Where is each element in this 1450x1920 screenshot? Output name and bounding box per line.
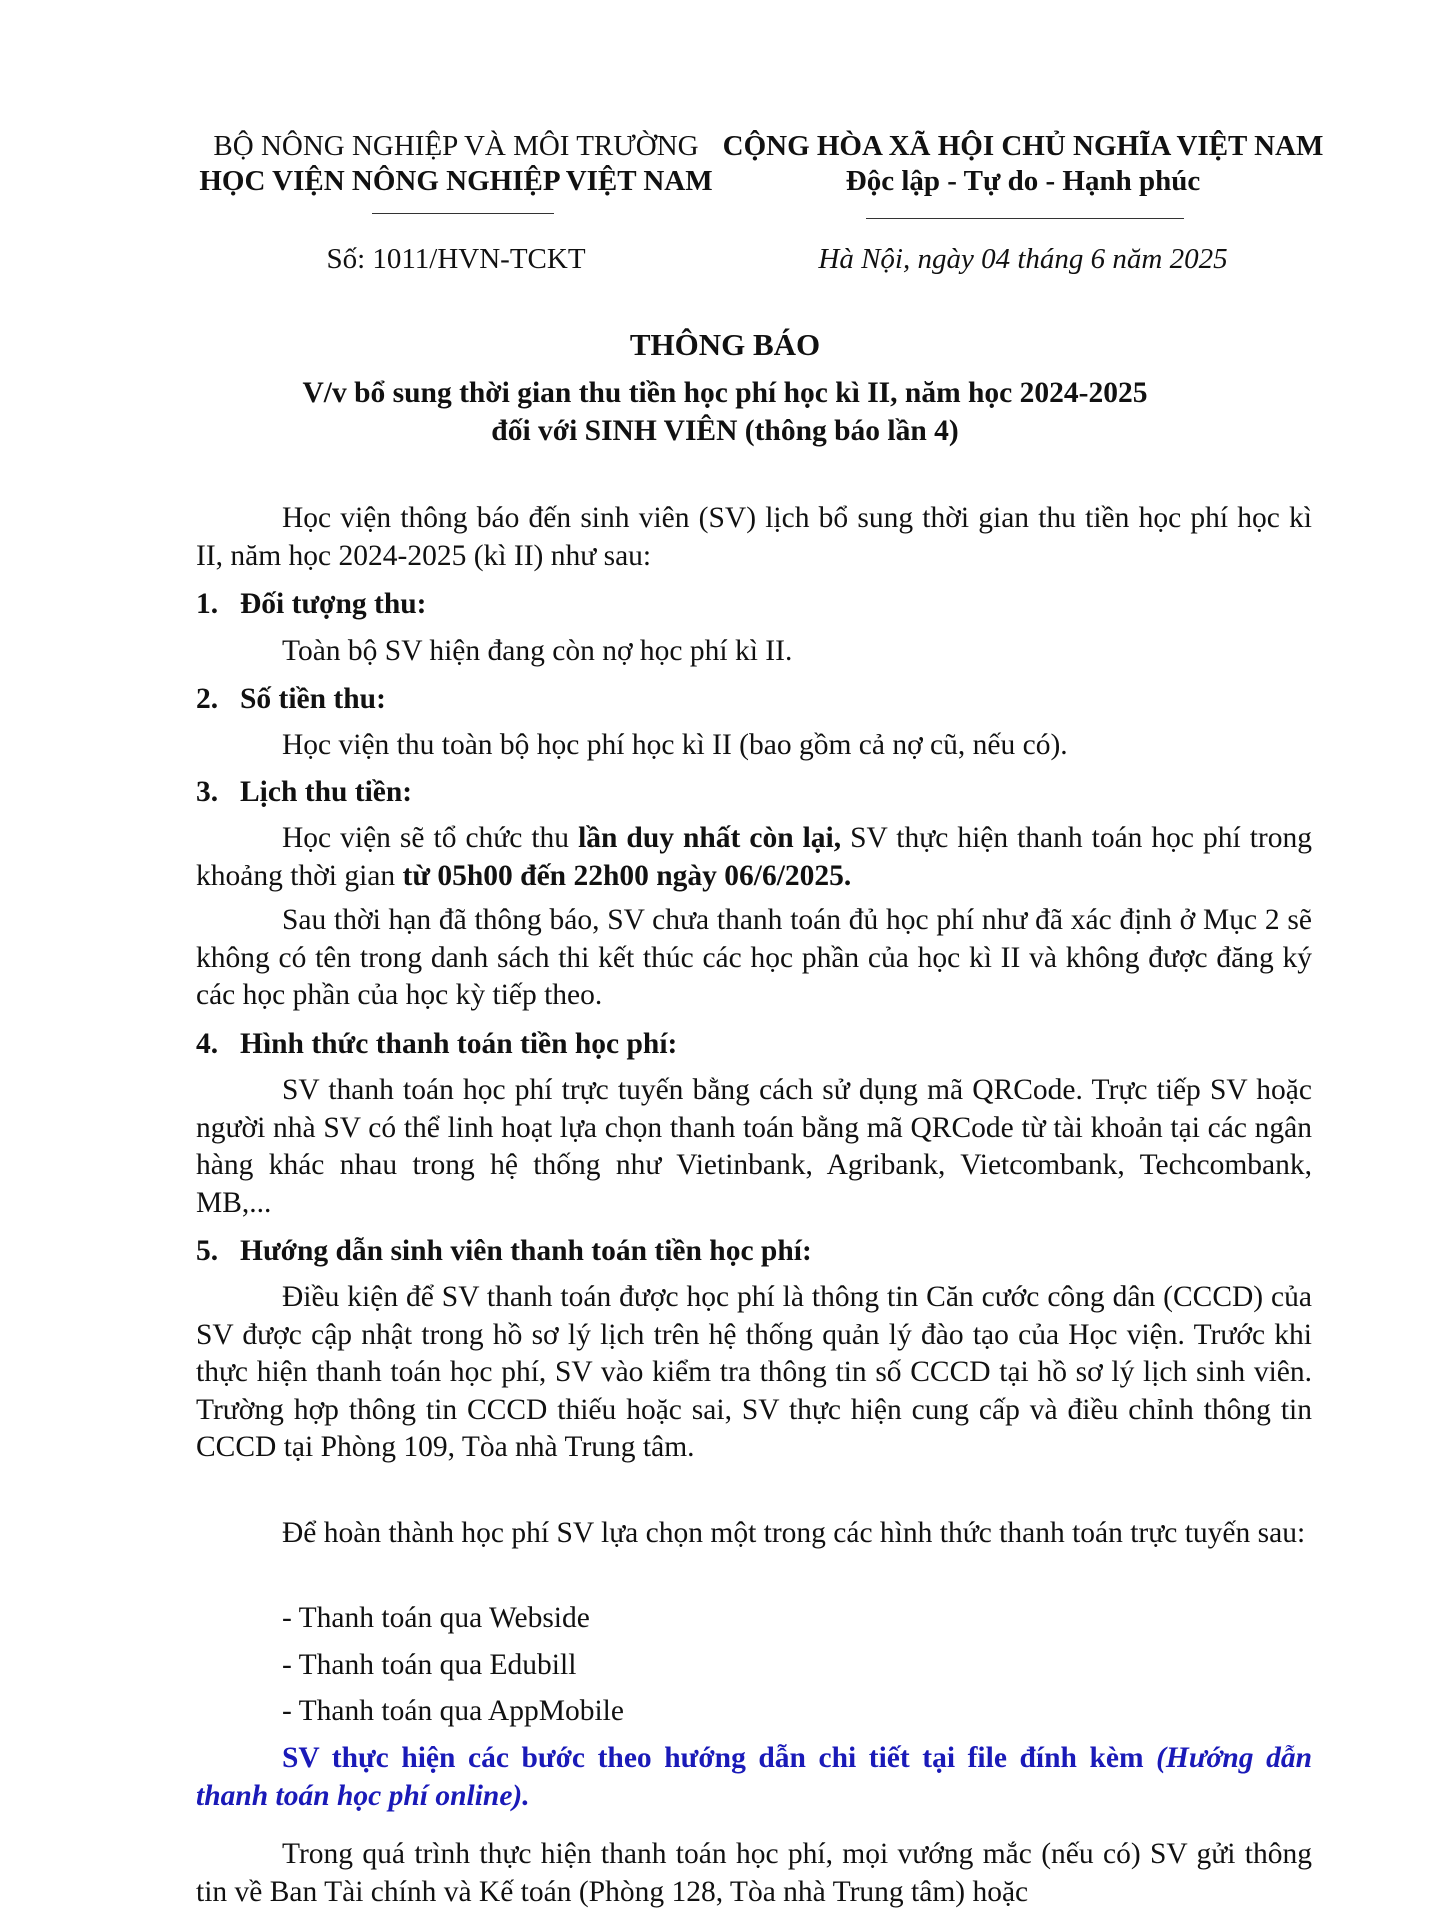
section-5-paragraph-2: Để hoàn thành học phí SV lựa chọn một trong các hình thức thanh toán trực tuyến sau: bbox=[282, 1517, 1306, 1549]
place-and-date: Hà Nội, ngày 04 tháng 6 năm 2025 bbox=[818, 243, 1228, 275]
section-2-text: Học viện thu toàn bộ học phí học kì II (bao gồm cả nợ cũ, nếu có). bbox=[282, 729, 1068, 761]
ministry-name: BỘ NÔNG NGHIỆP VÀ MÔI TRƯỜNG bbox=[213, 130, 699, 162]
section-4-title: Hình thức thanh toán tiền học phí: bbox=[240, 1028, 678, 1060]
document-number: Số: 1011/HVN-TCKT bbox=[326, 243, 586, 275]
section-5-paragraph-1: Điều kiện để SV thanh toán được học phí là thông tin Căn cước công dân (CCCD) của SV được cập nhật trong hồ sơ lý lịch trên hệ thống quản lý đào tạo của Học viện. Trước khi thực hiện thanh toán học phí, SV vào kiểm tra thông tin số CCCD tại hồ sơ lý lịch sinh viên. Trường hợp thông tin CCCD thiếu hoặc sai, SV thực hiện cung cấp và điều chỉnh thông tin CCCD tại Phòng 109, Tòa nhà Trung tâm. bbox=[196, 1281, 1312, 1463]
schedule-text-c: SV thực hiện thanh toán học phí trong khoảng thời gian bbox=[196, 822, 1312, 892]
attachment-instruction bbox=[196, 1740, 1312, 1815]
schedule-emphasis-time: từ 05h00 đến 22h00 ngày 06/6/2025. bbox=[402, 859, 852, 892]
section-4-paragraph: SV thanh toán học phí trực tuyến bằng cách sử dụng mã QRCode. Trực tiếp SV hoặc người nhà SV có thể linh hoạt lựa chọn thanh toán bằng mã QRCode từ tài khoản tại các ngân hàng khác nhau trong hệ thống như Vietinbank, Agribank, Vietcombank, Techcombank, MB,... bbox=[196, 1074, 1312, 1219]
section-3-paragraph-2: Sau thời hạn đã thông báo, SV chưa thanh toán đủ học phí như đã xác định ở Mục 2 sẽ không có tên trong danh sách thi kết thúc các học phần của học kì II và không được đăng ký các học phần của học kỳ tiếp theo. bbox=[196, 904, 1312, 1011]
section-1-text: Toàn bộ SV hiện đang còn nợ học phí kì II. bbox=[282, 635, 793, 667]
payment-option-appmobile: - Thanh toán qua AppMobile bbox=[282, 1695, 624, 1727]
section-3-number: 3. bbox=[196, 776, 219, 808]
schedule-text-a: Học viện sẽ tổ chức thu bbox=[282, 822, 579, 854]
section-5-paragraph-3: Trong quá trình thực hiện thanh toán học phí, mọi vướng mắc (nếu có) SV gửi thông tin về Ban Tài chính và Kế toán (Phòng 128, Tòa nhà Trung tâm) hoặc bbox=[196, 1838, 1312, 1908]
section-2-number: 2. bbox=[196, 683, 219, 715]
section-5-number: 5. bbox=[196, 1235, 219, 1267]
motto-underline bbox=[866, 218, 1184, 219]
section-1-title: Đối tượng thu: bbox=[240, 588, 427, 620]
schedule-emphasis-once: lần duy nhất còn lại, bbox=[578, 822, 842, 854]
section-3-title: Lịch thu tiền: bbox=[240, 776, 413, 808]
section-5-heading bbox=[196, 1233, 812, 1271]
section-3-heading bbox=[196, 774, 412, 812]
section-1-number: 1. bbox=[196, 588, 219, 620]
section-5-title: Hướng dẫn sinh viên thanh toán tiền học phí: bbox=[240, 1235, 812, 1267]
attachment-file-name: (Hướng dẫn thanh toán học phí online). bbox=[196, 1742, 1312, 1812]
institution-underline bbox=[372, 213, 554, 214]
notice-subject-line-1: V/v bổ sung thời gian thu tiền học phí học kì II, năm học 2024-2025 bbox=[302, 377, 1148, 409]
section-1-heading bbox=[196, 586, 426, 624]
section-2-title: Số tiền thu: bbox=[240, 683, 386, 715]
section-4-heading bbox=[196, 1026, 677, 1064]
section-2-heading bbox=[196, 681, 386, 719]
section-4-number: 4. bbox=[196, 1028, 219, 1060]
intro-paragraph: Học viện thông báo đến sinh viên (SV) lịch bổ sung thời gian thu tiền học phí học kì II, năm học 2024-2025 (kì II) như sau: bbox=[196, 502, 1312, 572]
notice-title: THÔNG BÁO bbox=[629, 327, 821, 362]
country-name: CỘNG HÒA XÃ HỘI CHỦ NGHĨA VIỆT NAM bbox=[722, 130, 1324, 162]
institution-name: HỌC VIỆN NÔNG NGHIỆP VIỆT NAM bbox=[199, 165, 713, 197]
notice-subject-line-2: đối với SINH VIÊN (thông báo lần 4) bbox=[491, 415, 959, 447]
national-motto: Độc lập - Tự do - Hạnh phúc bbox=[845, 165, 1201, 197]
section-3-paragraph-1 bbox=[196, 820, 1312, 895]
payment-option-website: - Thanh toán qua Webside bbox=[282, 1602, 590, 1634]
attachment-instruction-text: SV thực hiện các bước theo hướng dẫn chi tiết tại file đính kèm bbox=[282, 1742, 1157, 1774]
payment-option-edubill: - Thanh toán qua Edubill bbox=[282, 1649, 577, 1681]
